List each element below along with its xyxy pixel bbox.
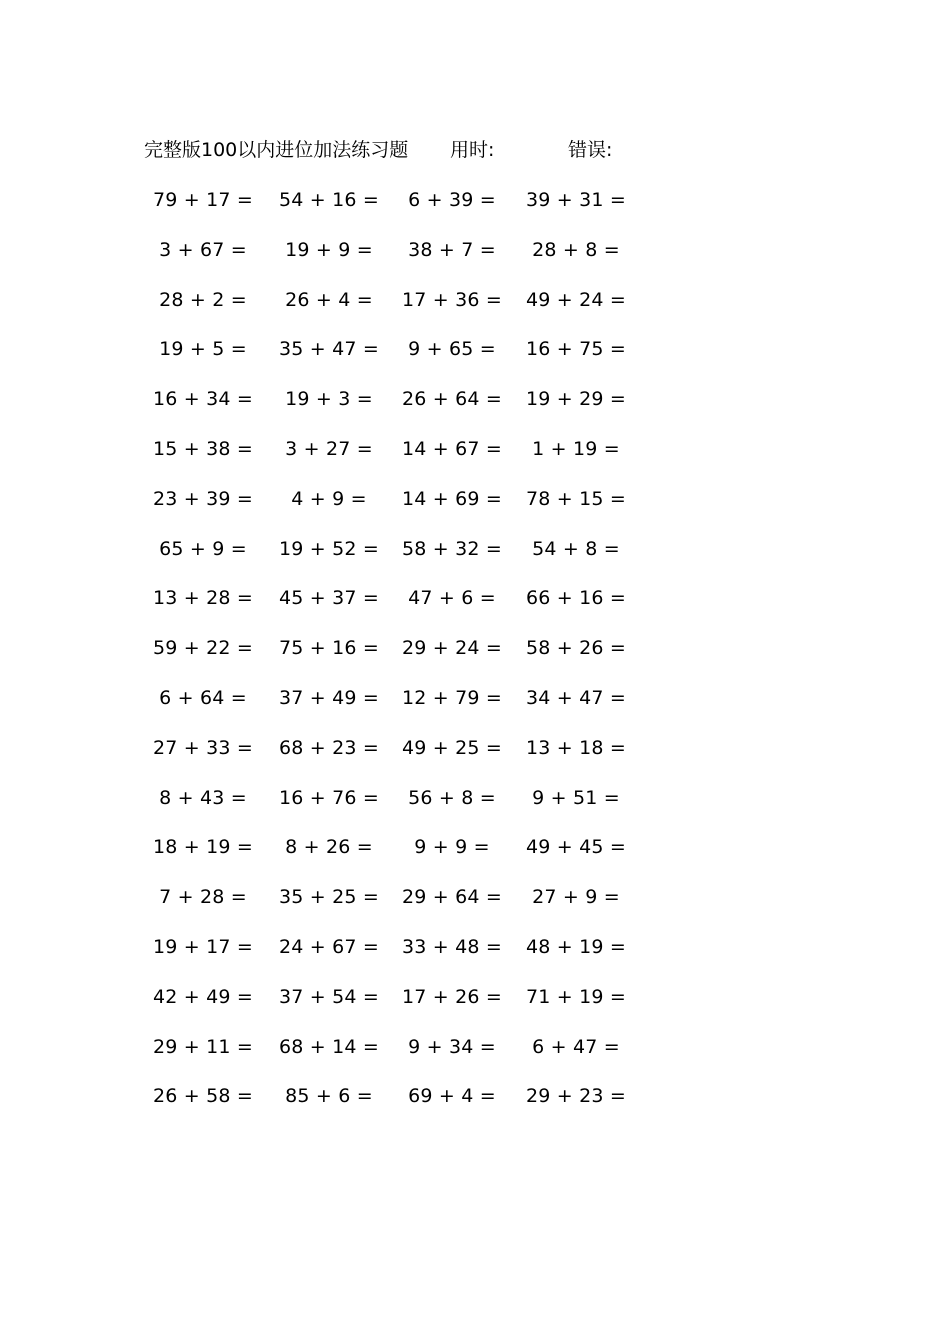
- addition-problem: 1 + 19 =: [532, 438, 620, 460]
- problem-row: [0, 784, 950, 812]
- problem-row: [0, 983, 950, 1011]
- addition-problem: 66 + 16 =: [525, 587, 627, 610]
- addition-problem: 27 + 33 =: [152, 736, 254, 759]
- addition-problem: 26 + 64 =: [401, 388, 503, 411]
- addition-problem: 4 + 9 =: [291, 487, 367, 510]
- problem-row: [0, 385, 950, 413]
- problem-row: [0, 1082, 950, 1110]
- problem-row: [0, 883, 950, 911]
- addition-problem: 9 + 9 =: [414, 836, 490, 859]
- problem-row: [0, 933, 950, 961]
- addition-problem: 24 + 67 =: [278, 936, 380, 958]
- addition-problem: 69 + 4 =: [408, 1085, 496, 1108]
- addition-problem: 16 + 76 =: [278, 786, 380, 809]
- addition-problem: 48 + 19 =: [525, 936, 627, 958]
- addition-problem: 27 + 9 =: [532, 886, 620, 909]
- addition-problem: 71 + 19 =: [525, 985, 627, 1008]
- addition-problem: 16 + 34 =: [152, 388, 254, 411]
- error-label: 错误:: [568, 139, 613, 161]
- addition-problem: 56 + 8 =: [408, 786, 496, 809]
- problem-row: [0, 684, 950, 712]
- time-label: 用时:: [450, 139, 495, 161]
- problem-row: [0, 435, 950, 463]
- addition-problem: 19 + 9 =: [285, 238, 373, 261]
- worksheet-title: 完整版100以内进位加法练习题: [144, 139, 409, 161]
- addition-problem: 39 + 31 =: [525, 189, 627, 211]
- addition-problem: 29 + 11 =: [152, 1035, 254, 1058]
- problem-row: [0, 634, 950, 662]
- addition-problem: 3 + 67 =: [159, 238, 247, 261]
- addition-problem: 58 + 32 =: [401, 537, 503, 560]
- addition-problem: 13 + 18 =: [525, 736, 627, 759]
- addition-problem: 8 + 26 =: [285, 836, 373, 859]
- addition-problem: 17 + 26 =: [401, 985, 503, 1008]
- problem-row: [0, 485, 950, 513]
- addition-problem: 54 + 16 =: [278, 189, 380, 211]
- addition-problem: 8 + 43 =: [159, 786, 247, 809]
- addition-problem: 3 + 27 =: [285, 438, 373, 460]
- addition-problem: 28 + 2 =: [159, 288, 247, 311]
- addition-problem: 68 + 23 =: [278, 736, 380, 759]
- problem-row: [0, 1033, 950, 1061]
- addition-problem: 58 + 26 =: [525, 637, 627, 660]
- addition-problem: 79 + 17 =: [152, 189, 254, 211]
- addition-problem: 85 + 6 =: [285, 1085, 373, 1108]
- addition-problem: 19 + 29 =: [525, 388, 627, 411]
- addition-problem: 28 + 8 =: [532, 238, 620, 261]
- addition-problem: 49 + 25 =: [401, 736, 503, 759]
- addition-problem: 19 + 17 =: [152, 936, 254, 958]
- addition-problem: 38 + 7 =: [408, 238, 496, 261]
- addition-problem: 12 + 79 =: [401, 687, 503, 709]
- addition-problem: 6 + 64 =: [159, 687, 247, 709]
- addition-problem: 23 + 39 =: [152, 487, 254, 510]
- addition-problem: 35 + 47 =: [278, 338, 380, 361]
- addition-problem: 6 + 47 =: [532, 1035, 620, 1058]
- addition-problem: 14 + 67 =: [401, 438, 503, 460]
- addition-problem: 33 + 48 =: [401, 936, 503, 958]
- addition-problem: 17 + 36 =: [401, 288, 503, 311]
- addition-problem: 9 + 65 =: [408, 338, 496, 361]
- addition-problem: 14 + 69 =: [401, 487, 503, 510]
- problem-row: [0, 286, 950, 314]
- addition-problem: 35 + 25 =: [278, 886, 380, 909]
- addition-problem: 16 + 75 =: [525, 338, 627, 361]
- addition-problem: 59 + 22 =: [152, 637, 254, 660]
- problem-row: [0, 236, 950, 264]
- addition-problem: 7 + 28 =: [159, 886, 247, 909]
- addition-problem: 37 + 54 =: [278, 985, 380, 1008]
- addition-problem: 26 + 58 =: [152, 1085, 254, 1108]
- problem-row: [0, 584, 950, 612]
- addition-problem: 29 + 24 =: [401, 637, 503, 660]
- addition-problem: 68 + 14 =: [278, 1035, 380, 1058]
- addition-problem: 19 + 3 =: [285, 388, 373, 411]
- addition-problem: 19 + 5 =: [159, 338, 247, 361]
- addition-problem: 49 + 45 =: [525, 836, 627, 859]
- problem-row: [0, 335, 950, 363]
- addition-problem: 45 + 37 =: [278, 587, 380, 610]
- addition-problem: 9 + 51 =: [532, 786, 620, 809]
- addition-problem: 42 + 49 =: [152, 985, 254, 1008]
- problem-row: [0, 535, 950, 563]
- addition-problem: 13 + 28 =: [152, 587, 254, 610]
- addition-problem: 49 + 24 =: [525, 288, 627, 311]
- addition-problem: 6 + 39 =: [408, 189, 496, 211]
- problem-row: [0, 734, 950, 762]
- addition-problem: 78 + 15 =: [525, 487, 627, 510]
- addition-problem: 18 + 19 =: [152, 836, 254, 859]
- addition-problem: 65 + 9 =: [159, 537, 247, 560]
- addition-problem: 37 + 49 =: [278, 687, 380, 709]
- addition-problem: 34 + 47 =: [525, 687, 627, 709]
- addition-problem: 9 + 34 =: [408, 1035, 496, 1058]
- addition-problem: 75 + 16 =: [278, 637, 380, 660]
- addition-problem: 19 + 52 =: [278, 537, 380, 560]
- addition-problem: 47 + 6 =: [408, 587, 496, 610]
- problem-row: [0, 833, 950, 861]
- addition-problem: 26 + 4 =: [285, 288, 373, 311]
- addition-problem: 54 + 8 =: [532, 537, 620, 560]
- addition-problem: 29 + 64 =: [401, 886, 503, 909]
- addition-problem: 29 + 23 =: [525, 1085, 627, 1108]
- addition-problem: 15 + 38 =: [152, 438, 254, 460]
- problem-row: [0, 186, 950, 214]
